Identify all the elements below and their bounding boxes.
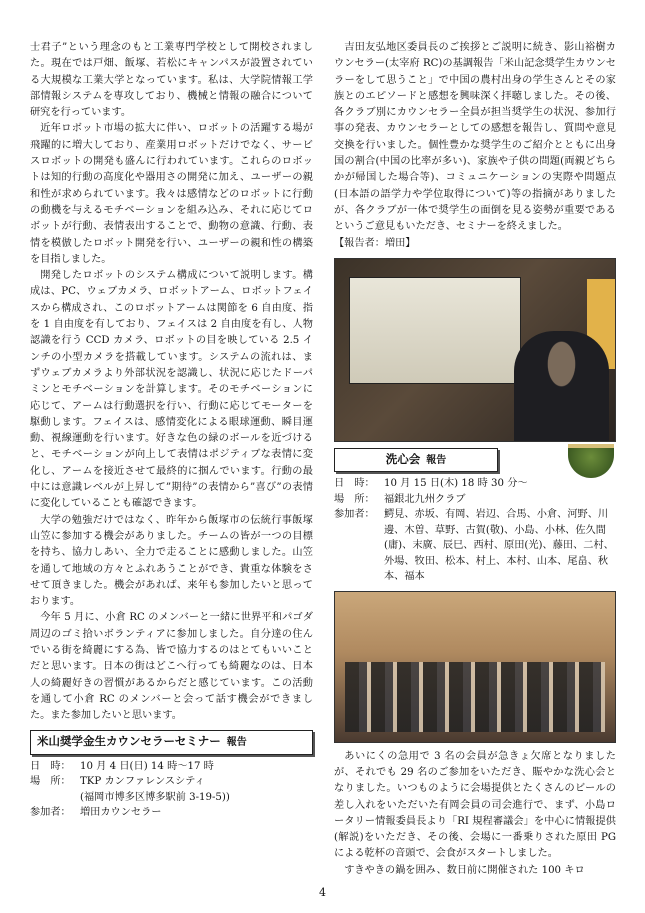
reporter-credit: 【報告者：増田】	[334, 237, 416, 249]
seminar-tag: 報告	[226, 737, 247, 749]
left-column	[30, 40, 313, 821]
seminar-attendees-label: 参加者：	[30, 807, 71, 819]
senshin-tag: 報告	[426, 454, 447, 466]
left-paragraph-4: 大学の勉強だけではなく、昨年から飯塚市の伝統行事飯塚山笠に参加する機会がありました。チームの皆が一つの目標を持ち、協力しあい、全力で走ることに感動しました。山笠を通して地域の方々とふれあうことができ、貴重な体験をさせて頂きました。機会があれば、来年も参加したいと思っております。	[30, 514, 313, 608]
seminar-photo	[334, 258, 616, 442]
senshin-date: 10 月 15 日(木) 18 時 30 分～	[384, 478, 528, 490]
page-number: 4	[319, 886, 326, 899]
right-paragraph-1: 吉田友弘地区委員長のご挨拶とご説明に続き、影山裕樹カウンセラー(太宰府 RC)の基調報告「米山記念奨学生カウンセラーをして思うこと」で中国の農村出身の学生さんとその家族とのエピソードと感想を興味深く拝聴しました。その後、各クラブ別にカウンセラー全員が担当奨学生の状況、参加行事の発表、カウンセラーとしての感想を報告し、質問や意見交換を行いました。個性豊かな奨学生のご紹介とともに出身国の割合(中国の比率が多い)、家族や子供の問題(両親どちらかが帰国した場合等)、コミュニケーションの実際や問題点(日本語の語学力や学位取得について)等の指摘がありましたが、各クラブが一体で奨学生の面倒を見る姿勢が重要であるというご意見もいただき、セミナーを終えました。	[334, 42, 616, 233]
seminar-place: TKP カンファレンスシティ	[80, 776, 205, 788]
seminar-date: 10 月 4 日(日) 14 時～17 時	[80, 760, 214, 772]
left-paragraph-5: 今年 5 月に、小倉 RC のメンバーと一緒に世界平和パゴダ周辺のゴミ拾いボランティアに参加しました。自分達の住んでいる街を綺麗にする為、皆で協力するのはとてもいいことだと思います。日本の街はどこへ行っても綺麗なのは、日本人の綺麗好きの習慣があるからだと感じています。この活動を通して小倉 RC のメンバーと会って話す機会ができました。また参加したいと思います。	[30, 612, 313, 722]
left-paragraph-3: 開発したロボットのシステム構成について説明します。構成は、PC、ウェブカメラ、ロボットアーム、ロボットフェイスから構成され、このロボットアームは関節を 6 自由度、指を 1 自由度を有しており、フェイスは 2 自由度を有し、人物認識を行う CCD カメラ、ロボットの目を映している 2.5 インチの小型カメラを搭載しています。システムの流れは、まずウェブカメラより外部状況を認識し、状況に応じたドーパミンとモチベーションを計算します。そのモチベーションに応じて、アームは行動選択を行い、行動に応じてモーターを駆動します。フェイスは、感情変化による眼球運動、瞬目運動、視線運動を行います。好きな色の緑のボールを近づけると、モチベーションが向上して表情はポジティブな表情に変化し、アームを接近させて最終的に掴んでいます。行動の最中には意識レベルが上昇して”期待”の表情から”喜び”の表情に変化していることも確認できます。	[30, 270, 313, 510]
seminar-place-label: 場 所：	[30, 776, 71, 788]
senshin-attendees-label: 参加者：	[334, 509, 375, 521]
seminar-place-address: (福岡市博多区博多駅前 3-19-5))	[80, 791, 230, 803]
left-paragraph-1: 士君子”という理念のもと工業専門学校として開校されました。現在では戸畑、飯塚、若松にキャンパスが設置されている大規模な工業大学となっています。私は、大学院情報工学部情報システムを専攻しており、機械と情報の融合について研究を行っています。	[30, 42, 313, 119]
senshin-attendees: 鰐見、赤坂、有岡、岩辺、合馬、小倉、河野、川邊、木曽、草野、古賀(敬)、小島、小林、佐久間(庸)、末廣、辰巳、西村、原田(光)、藤田、二村、外場、牧田、松本、村上、本村、山本、尾畠、秋本、福本	[384, 509, 614, 583]
senshin-info	[334, 476, 616, 585]
seminar-title: 米山奨学金生カウンセラーセミナー	[37, 734, 221, 749]
group-photo	[334, 591, 616, 743]
senshin-place-label: 場 所：	[334, 493, 375, 505]
left-paragraph-2: 近年ロボット市場の拡大に伴い、ロボットの活躍する場が飛躍的に増大しており、産業用ロボットだけでなく、サービスロボットの開発も盛んに行われています。これらのロボットは知的行動の高度化や器用さの開発に加え、ユーザーの親和性が求められています。我々は感情などのロボットに行動の動機を与えるモチベーションを組み込み、それに応じてロボットが行動、表情表出することで、動物の意識、行動、表情を模倣したロボット開発を行い、ユーザーの親和性の構築を目指しました。	[30, 123, 313, 265]
seminar-date-label: 日 時：	[30, 760, 71, 772]
senshin-title: 洗心会	[385, 451, 421, 466]
group-members	[345, 662, 605, 732]
sukiyaki-bowl-icon	[568, 444, 614, 478]
seminar-attendees: 増田カウンセラー	[80, 807, 162, 819]
senshin-heading	[334, 448, 498, 472]
speaker-figure	[514, 331, 609, 441]
right-paragraph-2: あいにくの急用で 3 名の会員が急きょ欠席となりましたが、それでも 29 名のご参加をいただき、賑やかな洗心会となりました。いつものように会場提供とたくさんのビールの差し入れをいただいた有岡会員の司会進行で、まず、小島ロータリー情報委員長より「RI 規程審議会」を中心に情報提供(解説)をいただき、その後、会場に一番乗りされた原田 PG による乾杯の音頭で、会食がスタートしました。	[334, 750, 616, 860]
senshin-date-label: 日 時：	[334, 478, 375, 490]
seminar-info	[30, 759, 313, 821]
right-column	[334, 40, 616, 879]
right-paragraph-3: すきやきの鍋を囲み、数日前に開催された 100 キロ	[344, 864, 585, 876]
seminar-heading	[30, 730, 313, 754]
senshin-place: 福銀北九州クラブ	[384, 493, 466, 505]
projector-screen	[349, 277, 521, 384]
